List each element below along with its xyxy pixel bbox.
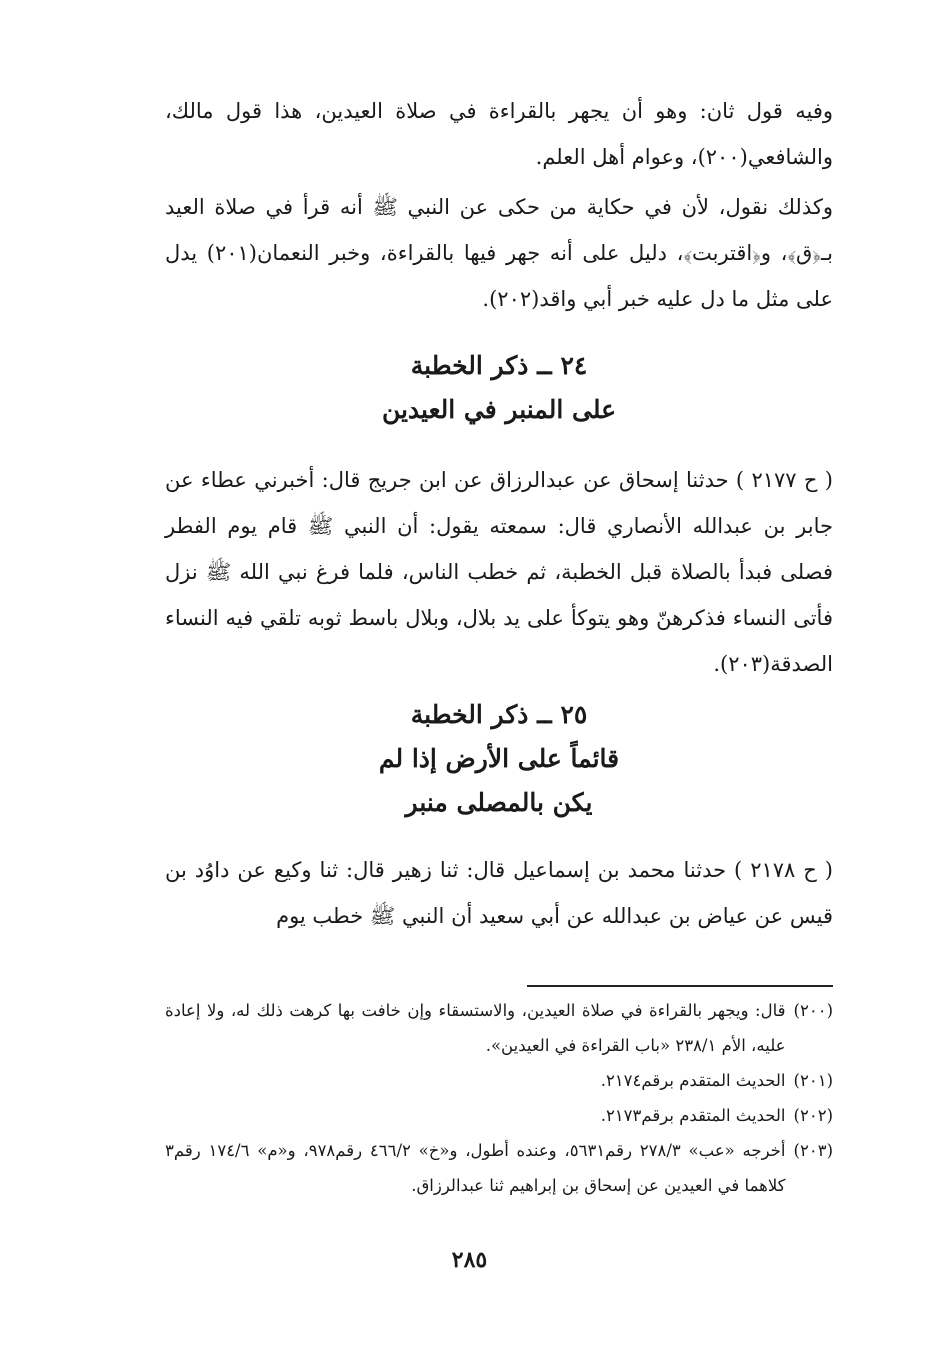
section-heading-24-line2: على المنبر في العيدين [381,395,617,424]
footnote-number: (٢٠٣) [793,1141,833,1160]
footnote-202 [165,1098,833,1133]
footnote-201 [165,1063,833,1098]
footnote-text: الحديث المتقدم برقم٢١٧٣. [600,1106,786,1125]
footnote-203 [165,1133,833,1203]
footnote-text: قال: ويجهر بالقراءة في صلاة العيدين، والاستسقاء وإن خافت بها كرهت ذلك له، ولا إعادة عليه، الأم ٢٣٨/١ «باب القراءة في العيدين». [165,1001,786,1055]
footnote-number: (٢٠٢) [793,1106,833,1125]
footnotes [165,993,833,1203]
hadith-2178-block [165,847,833,939]
footnote-number: (٢٠١) [793,1071,833,1090]
hadith-2177-block [165,457,833,687]
section-heading-25-line3: يكن بالمصلى منبر [405,788,593,817]
footnote-number: (٢٠٠) [793,1001,833,1020]
section-heading-25-line2: قائماً على الأرض إذا لم [378,744,620,773]
paragraph-our-view: وكذلك نقول، لأن في حكاية من حكى عن النبي ﷺ أنه قرأ في صلاة العيد بـ﴿ق﴾، و﴿اقتربت﴾، دليل على أنه جهر فيها بالقراءة، وخبر النعمان(٢٠١) يدل على مثل ما دل عليه خبر أبي واقد(٢٠٢). [165,195,833,311]
footnote-divider [527,985,833,987]
section-heading-24-line1: ٢٤ ــ ذكر الخطبة [410,351,588,380]
hadith-2178: ( ح ٢١٧٨ ) حدثنا محمد بن إسماعيل قال: ثنا زهير قال: ثنا وكيع عن داوُد بن قيس عن عياض بن عبدالله عن أبي سعيد أن النبي ﷺ خطب يوم [165,858,833,928]
footnote-text: الحديث المتقدم برقم٢١٧٤. [600,1071,786,1090]
section-heading-25-line1: ٢٥ ــ ذكر الخطبة [410,700,588,729]
footnote-text: أخرجه «عب» ٢٧٨/٣ رقم٥٦٣١، وعنده أطول، و«خ» ٤٦٦/٢ رقم٩٧٨، و«م» ١٧٤/٦ رقم٣ كلاهما في العيدين عن إسحاق بن إبراهيم ثنا عبدالرزاق. [165,1141,786,1195]
paragraph-second-opinion: وفيه قول ثان: وهو أن يجهر بالقراءة في صلاة العيدين، هذا قول مالك، والشافعي(٢٠٠)، وعوام أهل العلم. [165,99,833,169]
section-heading-24 [165,344,833,432]
footnote-200 [165,993,833,1063]
intro-block [165,88,833,322]
section-heading-25 [165,693,833,825]
page-number: ٢٨٥ [451,1247,488,1273]
hadith-2177: ( ح ٢١٧٧ ) حدثنا إسحاق عن عبدالرزاق عن ابن جريج قال: أخبرني عطاء عن جابر بن عبدالله الأنصاري قال: سمعته يقول: أن النبي ﷺ قام يوم الفطر فصلى فبدأ بالصلاة قبل الخطبة، ثم خطب الناس، فلما فرغ نبي الله ﷺ نزل فأتى النساء فذكرهنّ وهو يتوكأ على يد بلال، وبلال باسط ثوبه تلقي فيه النساء الصدقة(٢٠٣). [165,468,834,676]
